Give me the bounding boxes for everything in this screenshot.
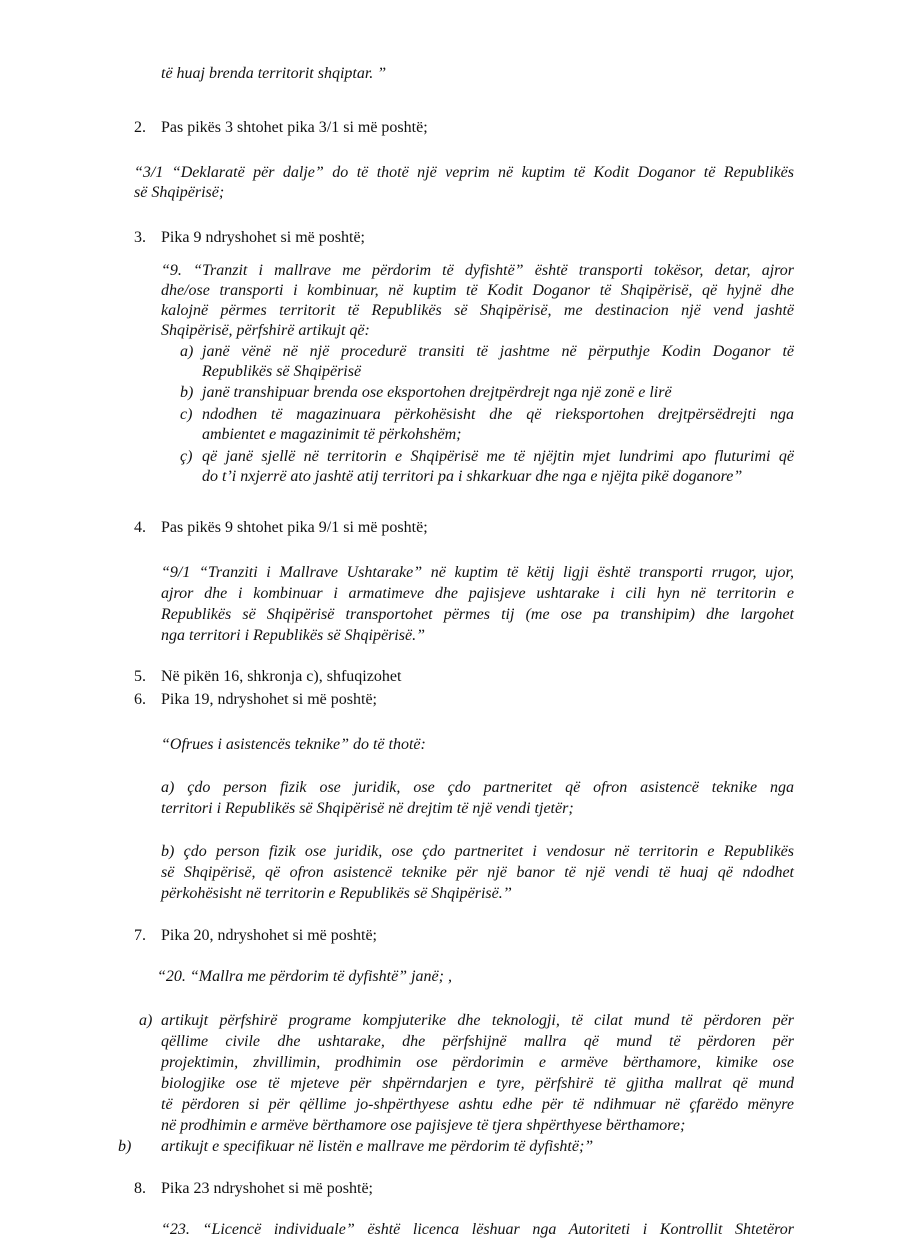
item-3-subitem-label: b) [180, 384, 194, 401]
item-4-text: Pas pikës 9 shtohet pika 9/1 si më poshtë; [161, 519, 428, 536]
item-5-number: 5. [134, 668, 146, 685]
item-3-subitem-line: që janë sjellë në territorin e Shqipërisë me të njëjtin mjet lundrimi apo fluturimi që [202, 448, 794, 465]
item-4-number: 4. [134, 519, 146, 536]
item-2-quote-line: “3/1 “Deklaratë për dalje” do të thotë një veprim në kuptim të Kodit Doganor të Republikës [134, 164, 794, 181]
item-6-b-line: së Shqipërisë, që ofron asistencë teknike për një banor të një vendi të huaj që ndodhet [161, 864, 794, 881]
item-8-number: 8. [134, 1180, 146, 1197]
item-7-a-line: në prodhimin e armëve bërthamore ose pajisjeve të tjera shpërthyese bërthamore; [161, 1117, 686, 1134]
item-3-subitem-label: a) [180, 343, 194, 360]
item-3-quote-line: Shqipërisë, përfshirë artikujt që: [161, 322, 370, 339]
item-3-subitem-line: janë transhipuar brenda ose eksportohen drejtpërdrejt nga një zonë e lirë [202, 384, 672, 401]
item-7-text: Pika 20, ndryshohet si më poshtë; [161, 927, 377, 944]
item-3-quote-line: “9. “Tranzit i mallrave me përdorim të dyfishtë” është transporti tokësor, detar, ajror [161, 262, 794, 279]
item-8-text: Pika 23 ndryshohet si më poshtë; [161, 1180, 373, 1197]
item-4-quote-line: “9/1 “Tranziti i Mallrave Ushtarake” në kuptim të këtij ligji është transporti rrugor, ujor, [161, 564, 794, 581]
item-3-subitem-label: c) [180, 406, 193, 423]
item-6-a-line: territori i Republikës së Shqipërisë në drejtim të një vendi tjetër; [161, 800, 574, 817]
item-7-a-line: qëllime civile dhe ushtarake, dhe përfshijnë mallra që mund të përdoren për [161, 1033, 794, 1050]
item-2-number: 2. [134, 119, 146, 136]
item-3-quote-line: kalojnë përmes territorit të Republikës së Shqipërisë, me destinacion një vend jashtë [161, 302, 794, 319]
item-7-quote-line: “20. “Mallra me përdorim të dyfishtë” janë; , [157, 968, 452, 985]
item-6-number: 6. [134, 691, 146, 708]
item-3-quote-line: dhe/ose transporti i kombinuar, në kuptim të Kodit Doganor të Shqipërisë, që hyjnë dhe [161, 282, 794, 299]
item-7-a-label: a) [139, 1012, 153, 1029]
item-7-a-line: artikujt përfshirë programe kompjuterike dhe teknologji, të cilat mund të përdoren për [161, 1012, 794, 1029]
item-6-b-line: përkohësisht në territorin e Republikës së Shqipërisë.’’ [161, 885, 512, 902]
continuation-line: të huaj brenda territorit shqiptar. ” [161, 65, 387, 82]
item-7-a-line: të përdoren si për qëllime jo-shpërthyese ashtu edhe për të ndihmuar në çfarëdo mënyre [161, 1096, 794, 1113]
item-7-a-line: biologjike ose të mjeteve për shpërndarjen e tyre, përfshirë të gjitha mallrat që mund [161, 1075, 794, 1092]
item-6-text: Pika 19, ndryshohet si më poshtë; [161, 691, 377, 708]
item-3-subitem-line: do t’i nxjerrë ato jashtë atij territori pa i shkarkuar dhe nga e njëjta pikë doganore” [202, 468, 743, 485]
item-3-text: Pika 9 ndryshohet si më poshtë; [161, 229, 365, 246]
item-3-number: 3. [134, 229, 146, 246]
item-3-subitem-line: janë vënë në një procedurë transiti të jashtme në përputhje Kodin Doganor të [202, 343, 794, 360]
item-4-quote-line: Republikës së Shqipërisë transportohet përmes tij (me ose pa transhipim) dhe largohet [161, 606, 794, 623]
item-8-quote-line: “23. “Licencë individuale” është licenca lëshuar nga Autoriteti i Kontrollit Shtetëror [161, 1221, 794, 1238]
item-3-subitem-line: ndodhen të magazinuara përkohësisht dhe që rieksportohen drejtpërsëdrejti nga [202, 406, 794, 423]
item-7-number: 7. [134, 927, 146, 944]
item-6-a-line: a) çdo person fizik ose juridik, ose çdo partneritet që ofron asistencë teknike nga [161, 779, 794, 796]
item-3-subitem-line: Republikës së Shqipërisë [202, 363, 362, 380]
item-4-quote-line: nga territori i Republikës së Shqipërisë.” [161, 627, 425, 644]
item-7-b-label: b) [118, 1138, 132, 1155]
item-6-b-line: b) çdo person fizik ose juridik, ose çdo partneritet i vendosur në territorin e Republikës [161, 843, 794, 860]
item-6-quote-line: “Ofrues i asistencës teknike” do të thotë: [161, 736, 426, 753]
item-5-text: Në pikën 16, shkronja c), shfuqizohet [161, 668, 402, 685]
item-2-quote-line: së Shqipërisë; [134, 184, 225, 201]
item-7-b-line: artikujt e specifikuar në listën e mallrave me përdorim të dyfishtë;” [161, 1138, 594, 1155]
item-3-subitem-line: ambientet e magazinimit të përkohshëm; [202, 426, 462, 443]
item-3-subitem-label: ç) [180, 448, 193, 465]
item-7-a-line: projektimin, zhvillimin, prodhimin ose përdorimin e armëve bërthamore, kimike ose [161, 1054, 794, 1071]
item-4-quote-line: ajror dhe i kombinuar i armatimeve dhe pajisjeve ushtarake i cili hyn në territorin e [161, 585, 794, 602]
item-2-text: Pas pikës 3 shtohet pika 3/1 si më poshtë; [161, 119, 428, 136]
